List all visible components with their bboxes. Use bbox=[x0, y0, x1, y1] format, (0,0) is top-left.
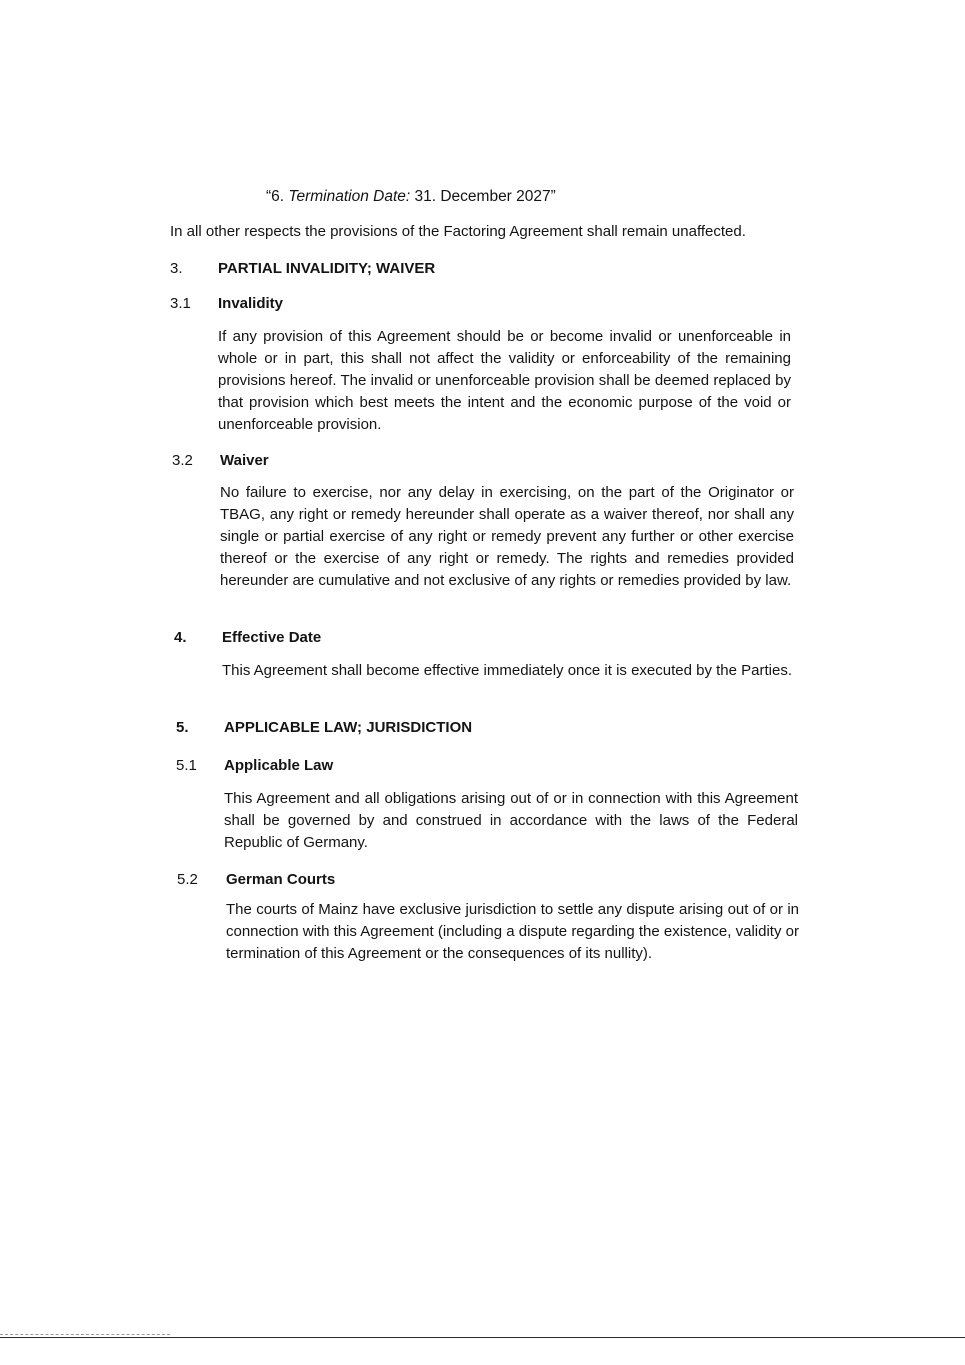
section-5-number: 5. bbox=[176, 719, 189, 736]
section-4-heading: Effective Date bbox=[222, 629, 322, 646]
section-5-1-number: 5.1 bbox=[176, 757, 197, 774]
section-4-number: 4. bbox=[174, 629, 187, 646]
section-3-1-body: If any provision of this Agreement should be or become invalid or unenforceable in whole or in part, this shall not affect the validity or enforceability of the remaining provisions hereof. The invalid or unenforceable provision shall be deemed replaced by that provision which best meets the intent and the economic purpose of the void or unenforceable provision. bbox=[218, 328, 791, 433]
quote-term: Termination Date: bbox=[288, 188, 411, 205]
section-3-heading: PARTIAL INVALIDITY; WAIVER bbox=[218, 260, 436, 277]
section-5-2-heading: German Courts bbox=[226, 871, 336, 888]
section-5-2-number: 5.2 bbox=[177, 871, 198, 888]
scan-edge-line bbox=[0, 1334, 170, 1335]
section-3-2-body: No failure to exercise, nor any delay in exercising, on the part of the Originator or TBAG, any right or remedy hereunder shall operate as a waiver thereof, nor shall any single or partial exercise of any right or remedy prevent any further or other exercise thereof or the exercise of any right or remedy. The rights and remedies provided hereunder are cumulative and not exclusive of any rights or remedies provided by law. bbox=[220, 484, 794, 589]
bottom-rule bbox=[0, 1337, 965, 1338]
quote-prefix: “6. bbox=[266, 188, 289, 205]
quote-value: 31. December 2027” bbox=[410, 188, 556, 205]
section-4-body: This Agreement shall become effective immediately once it is executed by the Parties. bbox=[222, 662, 793, 679]
intro-paragraph: In all other respects the provisions of the Factoring Agreement shall remain unaffected. bbox=[170, 223, 746, 240]
section-5-1-heading: Applicable Law bbox=[224, 757, 334, 774]
section-5-1-body: This Agreement and all obligations arising out of or in connection with this Agreement shall be governed by and construed in accordance with the laws of the Federal Republic of Germany. bbox=[224, 790, 798, 851]
section-5-2-body: The courts of Mainz have exclusive jurisdiction to settle any dispute arising out of or in connection with this Agreement (including a dispute regarding the existence, validity or termination of this Agreement or the consequences of its nullity). bbox=[226, 901, 799, 962]
section-3-2-heading: Waiver bbox=[220, 452, 269, 469]
section-5-heading: APPLICABLE LAW; JURISDICTION bbox=[224, 719, 473, 736]
section-3-1-number: 3.1 bbox=[170, 295, 191, 312]
section-3-number: 3. bbox=[170, 260, 183, 277]
section-3-2-number: 3.2 bbox=[172, 452, 193, 469]
section-3-1-heading: Invalidity bbox=[218, 295, 284, 312]
termination-date-quote bbox=[266, 186, 556, 208]
